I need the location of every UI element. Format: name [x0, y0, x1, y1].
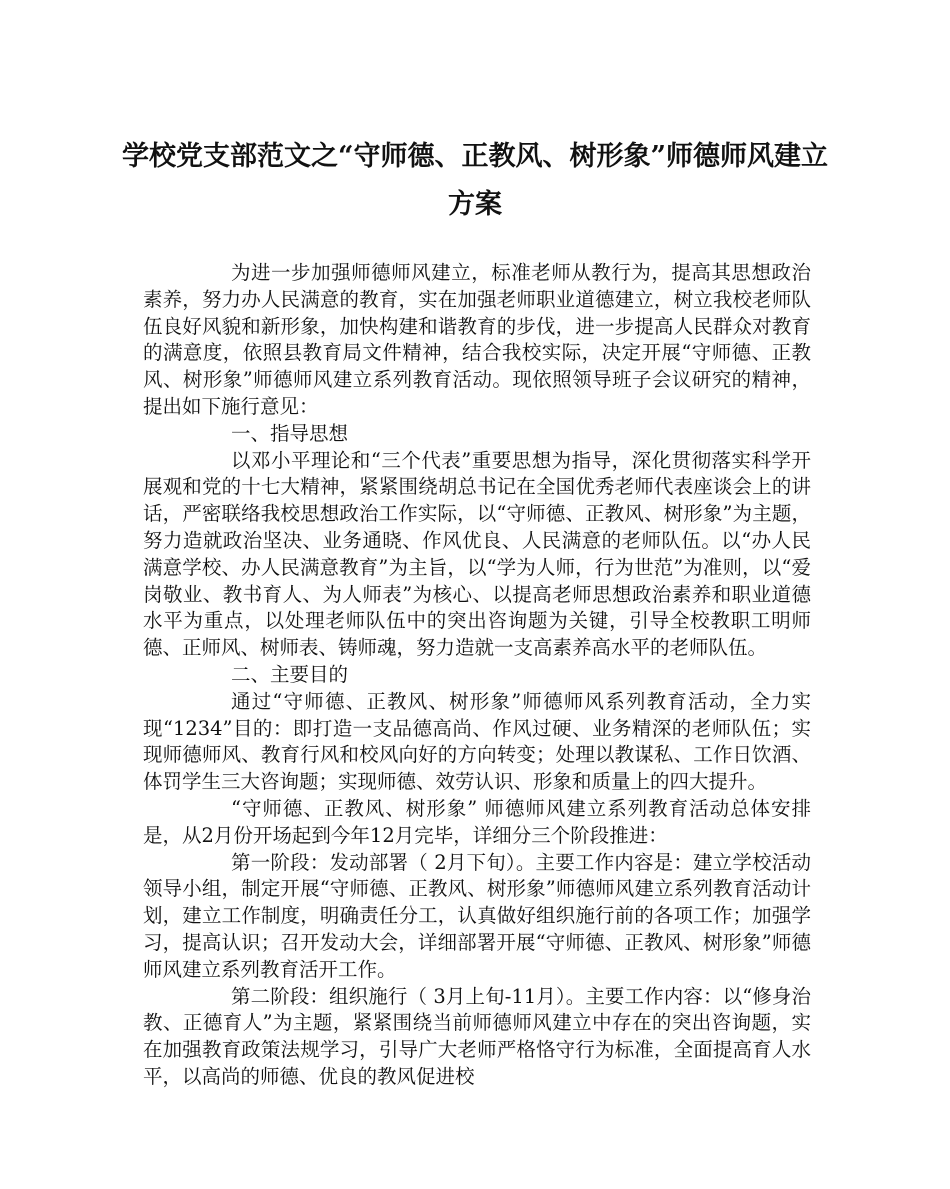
section-heading-guiding-ideology: 一、指导思想	[231, 421, 349, 445]
guiding-ideology-paragraph: 以邓小平理论和“三个代表”重要思想为指导，深化贯彻落实科学开展观和党的十七大精神，紧紧围绕胡总书记在全国优秀老师代表座谈会上的讲话，严密联络我校思想政治工作实际，以“守师德、正教风、树形象”为主题，努力造就政治坚决、业务通晓、作风优良、人民满意的老师队伍。以“办人民满意学校、办人民满意教育”为主旨，以“学为人师，行为世范”为准则，以“爱岗敬业、教书育人、为人师表”为核心、以提高老师思想政治素养和职业道德水平为重点，以处理老师队伍中的突出咨询题为关键，引导全校教职工明师德、正师风、树师表、铸师魂，努力造就一支高素养高水平的老师队伍。	[143, 448, 811, 660]
main-goals-paragraph: 通过“守师德、正教风、树形象”师德师风系列教育活动，全力实现“1234”目的：即打造一支品德高尚、作风过硬、业务精深的老师队伍；实现师德师风、教育行风和校风向好的方向转变；处理以教谋私、工作日饮酒、体罚学生三大咨询题；实现师德、效劳认识、形象和质量上的四大提升。	[143, 689, 811, 794]
stage-one-paragraph: 第一阶段：发动部署（ 2月下旬）。主要工作内容是：建立学校活动领导小组，制定开展“守师德、正教风、树形象”师德师风建立系列教育活动计划，建立工作制度，明确责任分工，认真做好组织施行前的各项工作；加强学习，提高认识；召开发动大会，详细部署开展“守师德、正教风、树形象”师德师风建立系列教育活开工作。	[143, 850, 811, 981]
overall-schedule-paragraph: “守师德、正教风、树形象” 师德师风建立系列教育活动总体安排是，从2月份开场起到今年12月完毕，详细分三个阶段推进：	[143, 796, 811, 847]
document-body	[143, 260, 811, 1091]
document-title: 学校党支部范文之“守师德、正教风、树形象”师德师风建立方案	[121, 141, 829, 220]
intro-paragraph: 为进一步加强师德师风建立，标准老师从教行为，提高其思想政治素养，努力办人民满意的教育，实在加强老师职业道德建立，树立我校老师队伍良好风貌和新形象，加快构建和谐教育的步伐，进一步提高人民群众对教育的满意度，依照县教育局文件精神，结合我校实际，决定开展“守师德、正教风、树形象”师德师风建立系列教育活动。现依照领导班子会议研究的精神，提出如下施行意见：	[143, 261, 811, 418]
stage-two-paragraph: 第二阶段：组织施行（ 3月上旬-11月）。主要工作内容：以“修身治教、正德育人”为主题，紧紧围绕当前师德师风建立中存在的突出咨询题，实在加强教育政策法规学习，引导广大老师严格恪守行为标准，全面提高育人水平，以高尚的师德、优良的教风促进校	[143, 984, 811, 1088]
section-heading-main-goals: 二、主要目的	[231, 662, 349, 686]
